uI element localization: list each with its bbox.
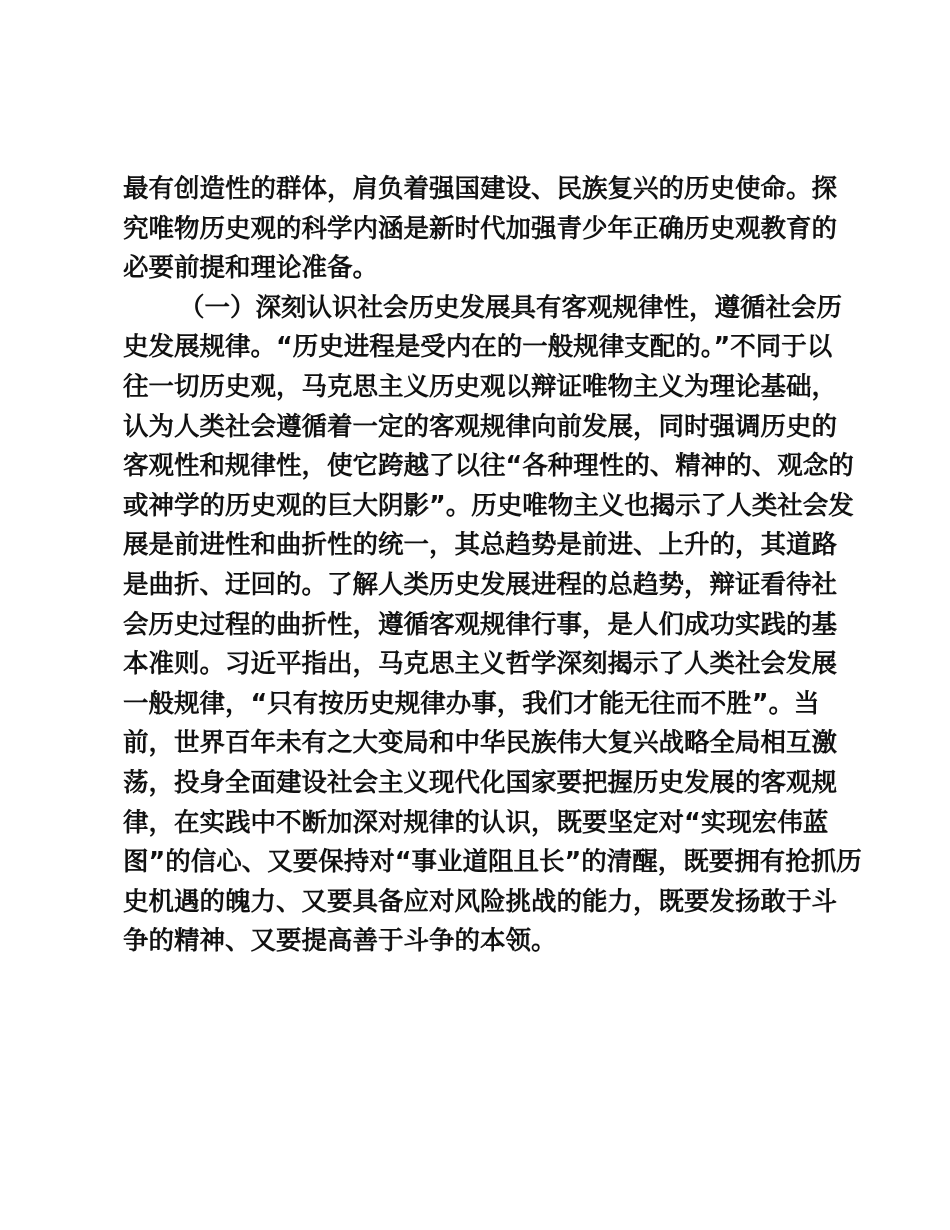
text-line: 往一切历史观，马克思主义历史观以辩证唯物主义为理论基础， [123, 371, 838, 402]
text-line: 会历史过程的曲折性，遵循客观规律行事，是人们成功实践的基 [123, 609, 838, 640]
text-line: 客观性和规律性，使它跨越了以往“各种理性的、精神的、观念的 [123, 451, 854, 482]
text-line: 必要前提和理论准备。 [123, 253, 379, 284]
text-line: 前，世界百年未有之大变局和中华民族伟大复兴战略全局相互激 [123, 728, 838, 759]
section-heading-line: （一）深刻认识社会历史发展具有客观规律性，遵循社会历 [179, 292, 843, 323]
text-line: 图”的信心、又要保持对“事业道阻且长”的清醒，既要拥有抢抓历 [123, 847, 862, 878]
text-line: 荡，投身全面建设社会主义现代化国家要把握历史发展的客观规 [123, 767, 838, 798]
text-line: 是曲折、迂回的。了解人类历史发展进程的总趋势，辩证看待社 [123, 569, 838, 600]
text-line: 展是前进性和曲折性的统一，其总趋势是前进、上升的，其道路 [123, 530, 838, 561]
text-line: 史发展规律。“历史进程是受内在的一般规律支配的。”不同于以 [123, 332, 833, 363]
text-line: 最有创造性的群体，肩负着强国建设、民族复兴的历史使命。探 [123, 174, 838, 204]
text-line: 一般规律，“只有按历史规律办事，我们才能无往而不胜”。当 [123, 688, 820, 719]
body-text [123, 170, 862, 962]
text-line: 争的精神、又要提高善于斗争的本领。 [123, 926, 557, 957]
text-line: 律，在实践中不断加深对规律的认识，既要坚定对“实现宏伟蓝 [123, 807, 829, 838]
text-line: 认为人类社会遵循着一定的客观规律向前发展，同时强调历史的 [123, 411, 838, 442]
text-line: 本准则。习近平指出，马克思主义哲学深刻揭示了人类社会发展 [123, 649, 838, 680]
text-line: 或神学的历史观的巨大阴影”。历史唯物主义也揭示了人类社会发 [123, 490, 854, 521]
text-line: 史机遇的魄力、又要具备应对风险挑战的能力，既要发扬敢于斗 [123, 886, 838, 917]
text-line: 究唯物历史观的科学内涵是新时代加强青少年正确历史观教育的 [123, 213, 838, 244]
